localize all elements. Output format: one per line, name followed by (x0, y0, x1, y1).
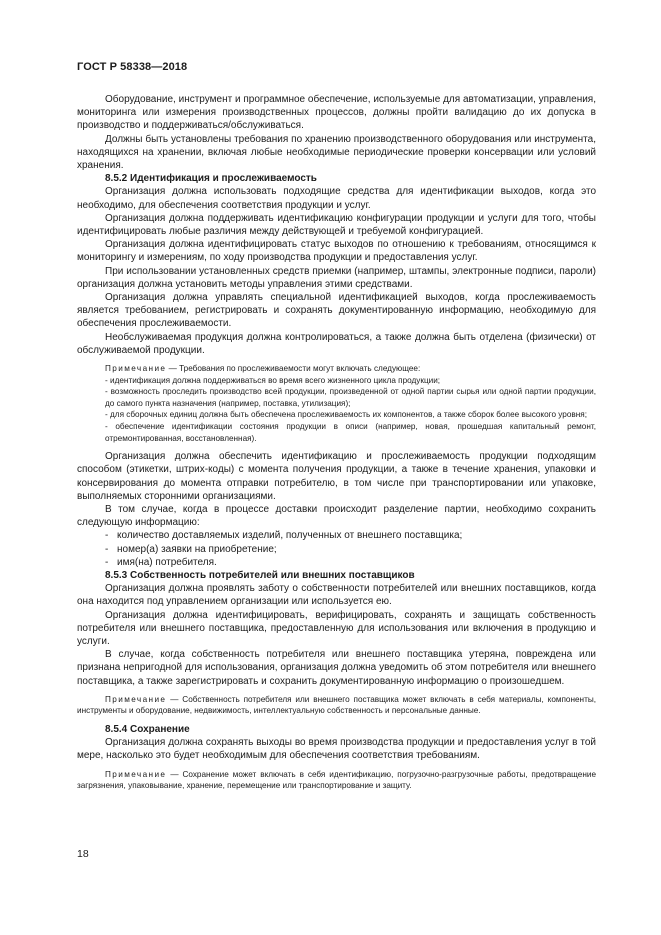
note-block (77, 694, 596, 717)
note-text: — Сохранение может включать в себя идентификацию, погрузочно-разгрузочные работы, предотвращение загрязнения, упаковывание, хранение, перемещение или транспортирование и защиту. (77, 769, 596, 791)
paragraph: Организация должна сохранять выходы во время производства продукции и предоставления услуг в той мере, насколько это будет необходимым для обеспечения соответствия требованиям. (77, 737, 596, 762)
note-text: — Собственность потребителя или внешнего поставщика может включать в себя материалы, компоненты, инструменты и оборудование, недвижимость, интеллектуальную собственность и персональные данные. (77, 694, 596, 716)
paragraph: Организация должна идентифицировать, верифицировать, сохранять и защищать собственность потребителя или внешнего поставщика, предоставленную для использования или включения в продукцию и услуги. (77, 609, 596, 648)
list-item: - количество доставляемых изделий, полученных от внешнего поставщика; (105, 530, 463, 542)
list-item: - имя(на) потребителя. (105, 556, 217, 568)
note-label: Примечание (105, 694, 167, 704)
paragraph: Организация должна обеспечить идентификацию и прослеживаемость продукции подходящим способом (этикетки, штрих-коды) с момента получения продукции, а также в течение хранения, упаковки и консервирования до момента отправки потребителю, в том числе при транспортировании или упаковке, выполняемых сторонними организациями. (77, 451, 596, 502)
section-heading-8-5-3: 8.5.3 Собственность потребителей или внешних поставщиков (105, 570, 415, 582)
note-label: Примечание (105, 364, 167, 374)
note-list-item: - идентификация должна поддерживаться во время всего жизненного цикла продукции; (105, 375, 441, 385)
paragraph: Организация должна идентифицировать статус выходов по отношению к требованиям, относящимся к мониторингу и измерениям, по ходу производства продукции и предоставления услуг. (77, 239, 596, 264)
page-content (77, 93, 596, 798)
paragraph: В случае, когда собственность потребителя или внешнего поставщика утеряна, повреждена или признана непригодной для использования, организация должна уведомить об этом потребителя или внешнего поставщика, а также зарегистрировать и сохранить документированную информацию о произошедшем. (77, 649, 596, 687)
document-header: ГОСТ Р 58338—2018 (77, 61, 188, 73)
paragraph: В том случае, когда в процессе доставки происходит разделение партии, необходимо сохранить следующую информацию: (77, 504, 596, 529)
paragraph: Организация должна использовать подходящие средства для идентификации выходов, когда это необходимо, для обеспечения соответствия продукции и услуг. (77, 186, 596, 211)
note-paragraph (77, 694, 596, 717)
paragraph: Необслуживаемая продукция должна контролироваться, а также должна быть отделена (физически) от обслуживаемой продукции. (77, 331, 596, 356)
paragraph: Организация должна проявлять заботу о собственности потребителей или внешних поставщиков, когда она находится под управлением организации или используется ею. (77, 583, 596, 608)
paragraph: При использовании установленных средств приемки (например, штампы, электронные подписи, пароли) организация должна установить методы управления этими средствами. (77, 265, 596, 290)
paragraph: Оборудование, инструмент и программное обеспечение, используемые для автоматизации, управления, мониторинга или измерения производственных процессов, должны пройти валидацию до их допуска в производство и поддерживаться/обслуживаться. (77, 94, 596, 132)
list-item: - номер(а) заявки на приобретение; (105, 543, 277, 555)
note-paragraph (77, 769, 596, 792)
note-intro (77, 363, 596, 375)
section-heading-8-5-4: 8.5.4 Сохранение (105, 724, 190, 736)
note-block (77, 363, 596, 444)
note-list-item: - для сборочных единиц должна быть обеспечена прослеживаемость их компонентов, а также сборок более высокого уровня; (105, 410, 587, 420)
note-list-item: - обеспечение идентификации состояния продукции в описи (например, новая, прошедшая капитальный ремонт, отремонтированная, восстановленная). (105, 422, 596, 443)
paragraph: Организация должна управлять специальной идентификацией выходов, когда прослеживаемость является требованием, регистрировать и сохранять документированную информацию, необходимую для обеспечения прослеживаемости. (77, 292, 596, 330)
note-list-item: - возможность проследить производство всей продукции, произведенной от одной партии сырья или одной партии продукции, до самого пункта назначения (например, поставка, утилизация); (105, 387, 596, 408)
note-label: Примечание (105, 769, 167, 779)
note-block (77, 769, 596, 792)
page-number: 18 (77, 848, 89, 860)
note-text: — Требования по прослеживаемости могут включать следующее: (166, 364, 421, 374)
section-heading-8-5-2: 8.5.2 Идентификация и прослеживаемость (105, 173, 317, 185)
paragraph: Должны быть установлены требования по хранению производственного оборудования или инструмента, находящихся на хранении, включая любые необходимые периодические проверки консервации или условий хранения. (77, 133, 596, 172)
paragraph: Организация должна поддерживать идентификацию конфигурации продукции и услуги для того, чтобы идентифицировать любые различия между действующей и требуемой конфигурацией. (77, 212, 596, 238)
